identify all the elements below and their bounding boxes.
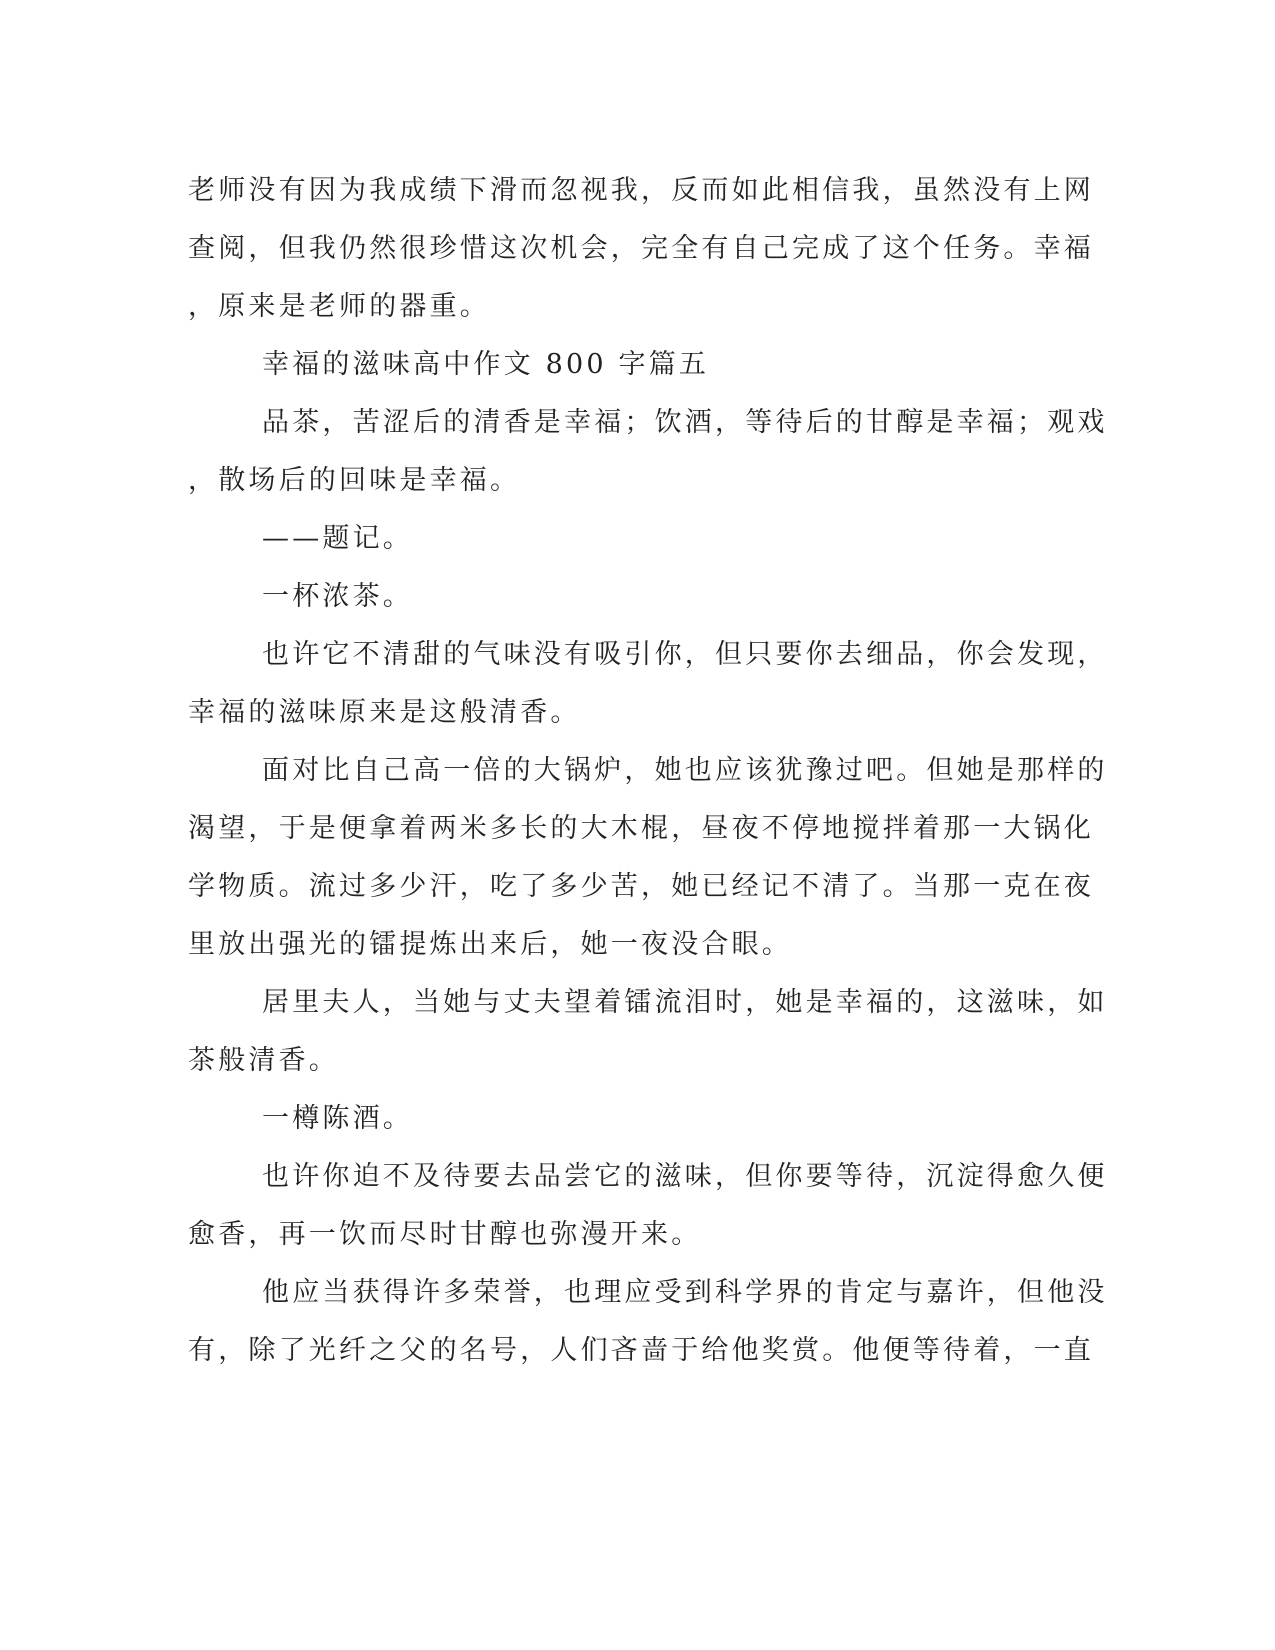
text-line: 愈香，再一饮而尽时甘醇也弥漫开来。: [188, 1219, 702, 1250]
text-line: 幸福的滋味原来是这般清香。: [188, 697, 581, 728]
text-line: 查阅，但我仍然很珍惜这次机会，完全有自己完成了这个任务。幸福: [188, 233, 1094, 264]
text-line: 一樽陈酒。: [262, 1103, 413, 1134]
text-line: 茶般清香。: [188, 1045, 339, 1076]
text-line: ，原来是老师的器重。: [188, 291, 490, 322]
text-line: 他应当获得许多荣誉，也理应受到科学界的肯定与嘉许，但他没: [262, 1277, 1108, 1308]
epigraph-attribution: ——题记。: [262, 523, 413, 554]
text-line: 也许它不清甜的气味没有吸引你，但只要你去细品，你会发现，: [262, 639, 1108, 670]
text-line: 面对比自己高一倍的大锅炉，她也应该犹豫过吧。但她是那样的: [262, 755, 1108, 786]
text-line: 渴望，于是便拿着两米多长的大木棍，昼夜不停地搅拌着那一大锅化: [188, 813, 1094, 844]
text-line: 里放出强光的镭提炼出来后，她一夜没合眼。: [188, 929, 792, 960]
essay-body: [188, 162, 1108, 1380]
section-heading: 幸福的滋味高中作文 800 字篇五: [262, 349, 710, 380]
text-line: 老师没有因为我成绩下滑而忽视我，反而如此相信我，虽然没有上网: [188, 175, 1094, 206]
text-line: 也许你迫不及待要去品尝它的滋味，但你要等待，沉淀得愈久便: [262, 1161, 1108, 1192]
text-line: 学物质。流过多少汗，吃了多少苦，她已经记不清了。当那一克在夜: [188, 871, 1094, 902]
text-line: 居里夫人，当她与丈夫望着镭流泪时，她是幸福的，这滋味，如: [262, 987, 1108, 1018]
text-line: 品茶，苦涩后的清香是幸福；饮酒，等待后的甘醇是幸福；观戏: [262, 407, 1108, 438]
text-line: ，散场后的回味是幸福。: [188, 465, 521, 496]
text-line: 有，除了光纤之父的名号，人们吝啬于给他奖赏。他便等待着，一直: [188, 1335, 1094, 1366]
text-line: 一杯浓茶。: [262, 581, 413, 612]
